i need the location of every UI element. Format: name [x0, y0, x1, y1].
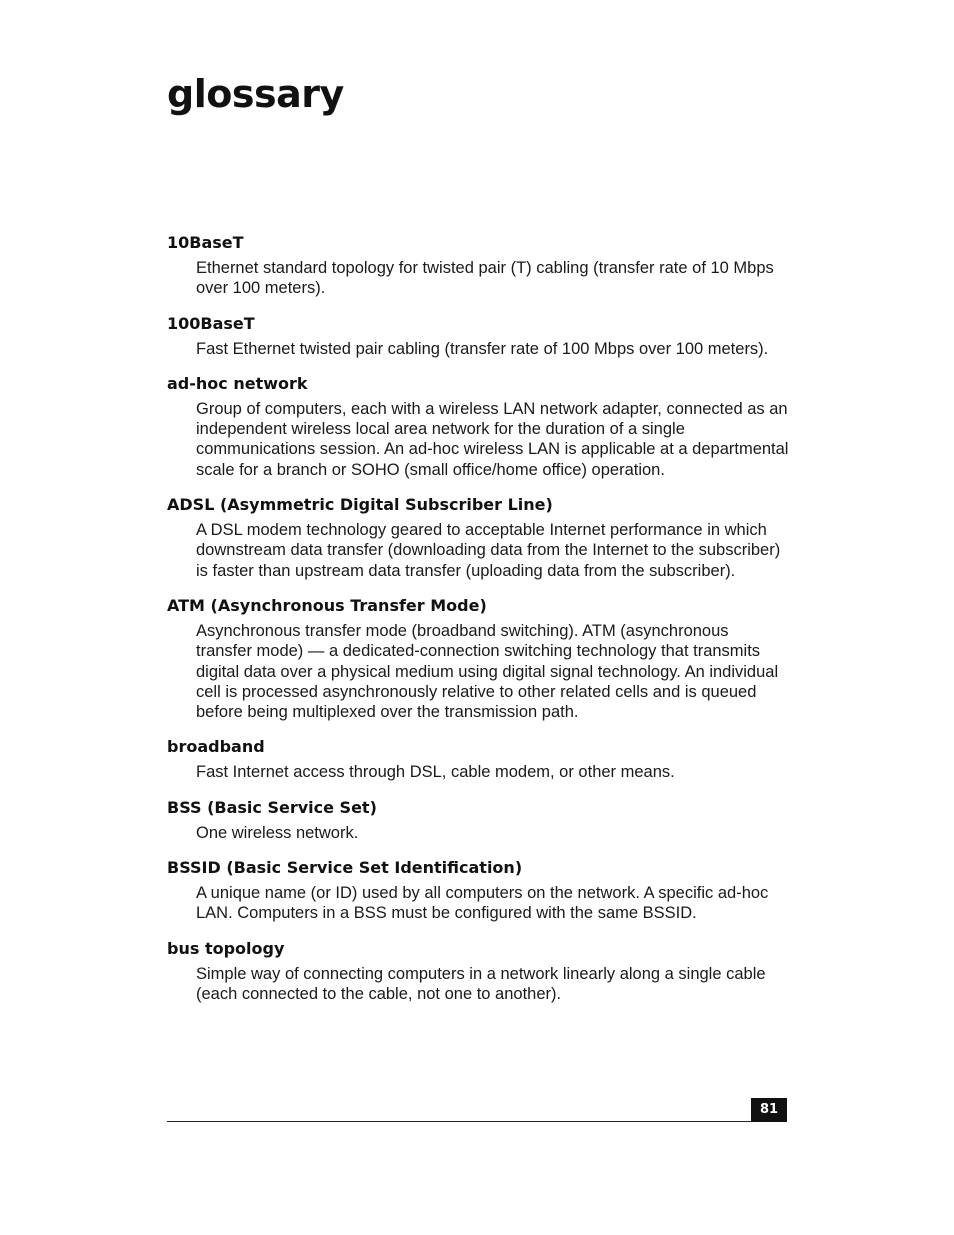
- glossary-definition: Group of computers, each with a wireless LAN network adapter, connected as an independent wireless local area network for the duration of a single communications session. An ad-hoc wireless LAN is applicable at a departmental scale for a branch or SOHO (small office/home office) operation.: [196, 399, 789, 479]
- glossary-term: broadband: [167, 737, 265, 757]
- glossary-definition: Ethernet standard topology for twisted pair (T) cabling (transfer rate of 10 Mbps over 100 meters).: [196, 259, 774, 298]
- glossary-definition: A DSL modem technology geared to acceptable Internet performance in which downstream data transfer (downloading data from the Internet to the subscriber) is faster than upstream data transfer (uploading data from the subscriber).: [196, 521, 781, 580]
- glossary-entry-bssid: [167, 857, 789, 924]
- glossary-entry-atm: [167, 595, 789, 722]
- glossary-term: ADSL (Asymmetric Digital Subscriber Line): [167, 495, 553, 515]
- glossary-definition: A unique name (or ID) used by all computers on the network. A specific ad-hoc LAN. Computers in a BSS must be configured with the same BSSID.: [196, 884, 769, 923]
- glossary-definition: Simple way of connecting computers in a network linearly along a single cable (each connected to the cable, not one to another).: [196, 964, 766, 1003]
- glossary-definition: One wireless network.: [196, 823, 359, 842]
- glossary-entry-adsl: [167, 494, 789, 581]
- page-number: 81: [751, 1098, 787, 1122]
- glossary-term: ATM (Asynchronous Transfer Mode): [167, 595, 487, 615]
- glossary-term: BSSID (Basic Service Set Identification): [167, 858, 523, 878]
- glossary-entry-ad-hoc-network: [167, 373, 789, 480]
- glossary-term: ad-hoc network: [167, 373, 308, 393]
- glossary-term: BSS (Basic Service Set): [167, 797, 377, 817]
- page-title: glossary: [167, 72, 344, 116]
- glossary-entry-100baset: [167, 313, 789, 359]
- glossary-entry-10baset: [167, 232, 789, 299]
- glossary-entry-bss: [167, 797, 789, 843]
- glossary-list: [167, 232, 789, 1018]
- glossary-term: 10BaseT: [167, 233, 244, 252]
- glossary-definition: Fast Ethernet twisted pair cabling (transfer rate of 100 Mbps over 100 meters).: [196, 339, 769, 358]
- footer-rule: [167, 1121, 787, 1122]
- glossary-definition: Fast Internet access through DSL, cable modem, or other means.: [196, 763, 675, 782]
- glossary-entry-broadband: [167, 736, 789, 782]
- glossary-definition: Asynchronous transfer mode (broadband switching). ATM (asynchronous transfer mode) — a dedicated-connection switching technology that transmits digital data over a physical medium using digital signal technology. An individual cell is processed asynchronously relative to other related cells and is queued before being multiplexed over the transmission path.: [196, 621, 779, 722]
- glossary-term: 100BaseT: [167, 313, 255, 333]
- glossary-term: bus topology: [167, 938, 285, 958]
- glossary-entry-bus-topology: [167, 938, 789, 1005]
